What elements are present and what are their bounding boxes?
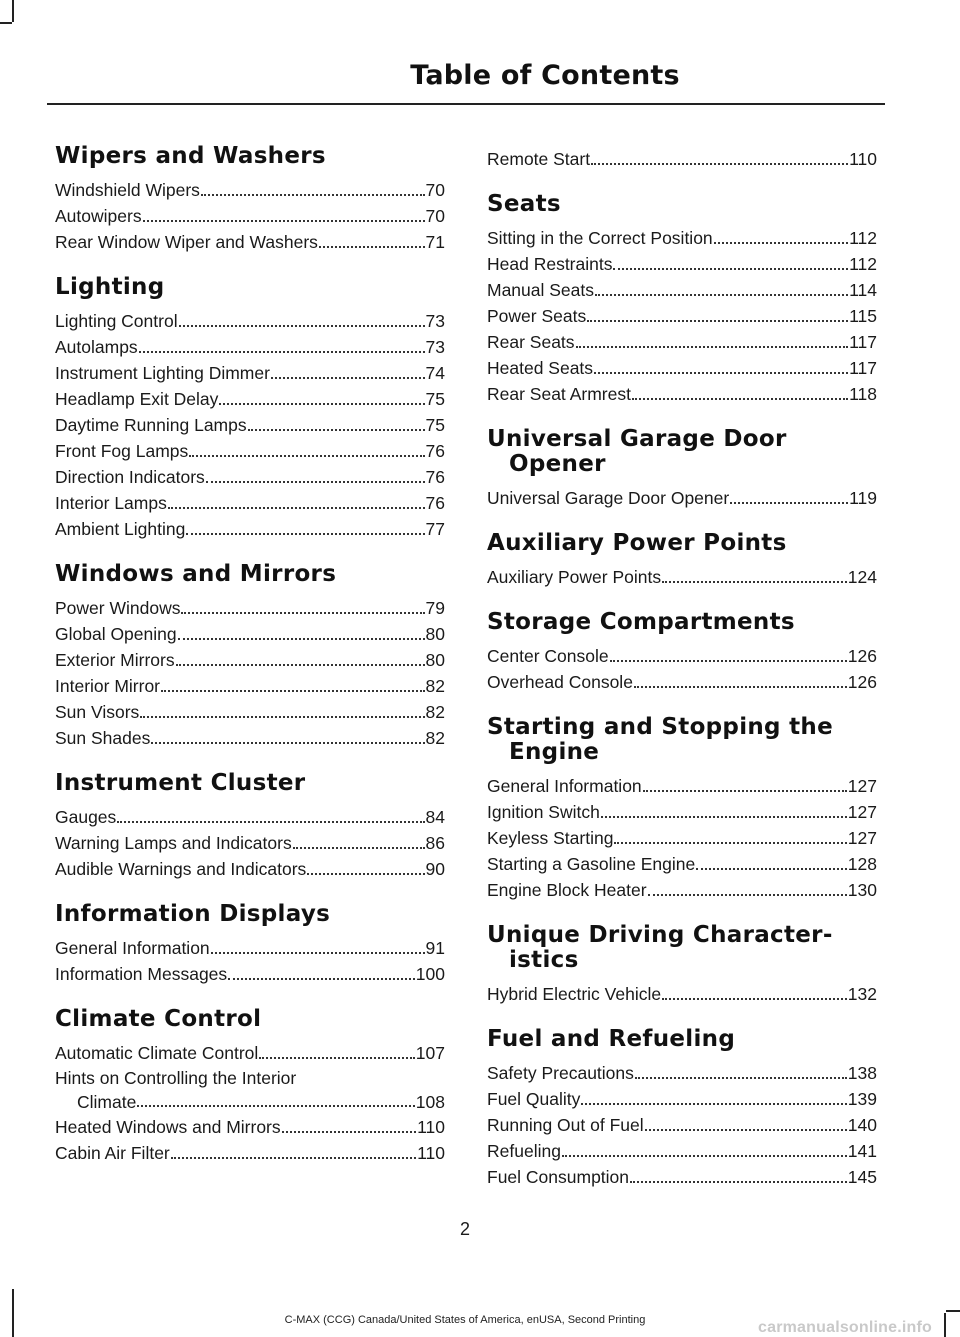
dot-leader: [594, 372, 848, 374]
toc-entry-page: 145: [847, 1167, 877, 1187]
toc-entry[interactable]: [55, 464, 445, 490]
crop-mark: [946, 1310, 960, 1312]
toc-entry-title: Gauges: [55, 807, 117, 827]
toc-entry-title: Information Messages: [55, 964, 228, 984]
edition-footer: C-MAX (CCG) Canada/United States of America, enUSA, Second Printing: [284, 1314, 646, 1326]
header-divider: [47, 103, 885, 105]
toc-entry-title: Ignition Switch: [487, 802, 600, 822]
toc-section: [55, 1007, 445, 1166]
toc-entry-page: 70: [425, 206, 445, 226]
toc-entry[interactable]: [55, 595, 445, 621]
dot-leader: [662, 581, 847, 583]
toc-entry-page: 100: [415, 964, 445, 984]
toc-entry-title: Center Console: [487, 646, 609, 666]
toc-entry-line2: [55, 1090, 445, 1114]
toc-section: [487, 146, 877, 172]
toc-entry-page: 70: [425, 180, 445, 200]
dot-leader: [635, 1077, 847, 1079]
toc-section: [487, 192, 877, 407]
toc-entry-title: Ambient Lighting: [55, 519, 186, 539]
toc-entry[interactable]: [487, 643, 877, 669]
dot-leader: [614, 842, 846, 844]
toc-entry-page: 86: [425, 833, 445, 853]
toc-entry-page: 138: [847, 1063, 877, 1083]
toc-entry[interactable]: [487, 277, 877, 303]
section-heading: Starting and Stopping the Engine: [487, 714, 833, 765]
toc-entry[interactable]: [55, 1140, 445, 1166]
toc-entry-page: 74: [425, 363, 445, 383]
toc-section: [55, 144, 445, 255]
toc-section: [487, 427, 877, 511]
dot-leader: [730, 502, 848, 504]
dot-leader: [140, 716, 424, 718]
toc-entry-page: 126: [847, 646, 877, 666]
dot-leader: [293, 847, 425, 849]
dot-leader: [137, 1105, 414, 1107]
toc-entry[interactable]: [487, 773, 877, 799]
toc-entry-page: 126: [847, 672, 877, 692]
toc-column-right: [487, 146, 877, 1210]
dot-leader: [601, 816, 847, 818]
toc-entry[interactable]: [487, 825, 877, 851]
toc-entry[interactable]: [55, 412, 445, 438]
toc-entry-page: 73: [425, 337, 445, 357]
toc-entry-page: 80: [425, 624, 445, 644]
toc-entry[interactable]: [55, 308, 445, 334]
toc-section: [55, 902, 445, 987]
toc-entry[interactable]: [55, 856, 445, 882]
toc-entry-title: Heated Seats: [487, 358, 594, 378]
toc-entry[interactable]: [487, 225, 877, 251]
dot-leader: [206, 481, 425, 483]
toc-entry[interactable]: [487, 669, 877, 695]
toc-entry[interactable]: [55, 699, 445, 725]
toc-entry-page: 77: [425, 519, 445, 539]
toc-entry[interactable]: [487, 877, 877, 903]
toc-entry[interactable]: [55, 1114, 445, 1140]
section-heading: Climate Control: [55, 1006, 262, 1032]
toc-entry-page: 110: [849, 149, 877, 169]
toc-entry-page: 82: [425, 702, 445, 722]
dot-leader: [186, 533, 424, 535]
toc-entry[interactable]: [55, 1040, 445, 1066]
toc-entry[interactable]: [55, 830, 445, 856]
dot-leader: [282, 1131, 416, 1133]
toc-section: [487, 923, 877, 1007]
toc-section: [487, 715, 877, 903]
dot-leader: [587, 320, 848, 322]
crop-mark: [12, 0, 14, 22]
watermark: carmanualsonline.info: [758, 1319, 933, 1336]
toc-entry-page: 76: [425, 493, 445, 513]
toc-entry-page: 139: [847, 1089, 877, 1109]
dot-leader: [179, 325, 425, 327]
toc-entry-title: Hybrid Electric Vehicle: [487, 984, 662, 1004]
dot-leader: [219, 403, 424, 405]
toc-entry-title: Universal Garage Door Opener: [487, 488, 730, 508]
toc-section: [55, 562, 445, 751]
toc-entry-page: 114: [849, 280, 877, 300]
dot-leader: [248, 429, 425, 431]
toc-entry-title: Keyless Starting: [487, 828, 614, 848]
toc-entry-page: 107: [415, 1043, 445, 1063]
toc-entry[interactable]: [55, 203, 445, 229]
toc-column-left: [55, 144, 445, 1186]
toc-entry[interactable]: [487, 303, 877, 329]
dot-leader: [161, 690, 425, 692]
toc-entry[interactable]: [55, 516, 445, 542]
dot-leader: [610, 660, 847, 662]
dot-leader: [151, 742, 424, 744]
toc-entry[interactable]: [55, 621, 445, 647]
toc-entry[interactable]: [487, 1138, 877, 1164]
toc-entry-title: Power Seats: [487, 306, 587, 326]
toc-entry[interactable]: [55, 804, 445, 830]
section-heading: Auxiliary Power Points: [487, 530, 787, 556]
dot-leader: [634, 686, 847, 688]
toc-entry-title: Fuel Quality: [487, 1089, 581, 1109]
toc-entry-page: 73: [425, 311, 445, 331]
section-heading: Wipers and Washers: [55, 143, 326, 169]
toc-entry-title: Sun Shades: [55, 728, 151, 748]
toc-entry-title: Autolamps: [55, 337, 138, 357]
toc-entry[interactable]: [55, 334, 445, 360]
toc-entry-page: 76: [425, 441, 445, 461]
toc-entry-title: Exterior Mirrors: [55, 650, 175, 670]
toc-entry-title: General Information: [55, 938, 210, 958]
toc-entry-title: Daytime Running Lamps: [55, 415, 247, 435]
dot-leader: [228, 978, 415, 980]
toc-entry-page: 84: [425, 807, 445, 827]
toc-entry[interactable]: [55, 360, 445, 386]
section-heading: Instrument Cluster: [55, 770, 306, 796]
toc-section: [487, 610, 877, 695]
toc-entry[interactable]: [55, 438, 445, 464]
toc-entry-page: 110: [417, 1117, 445, 1137]
page-number: 2: [459, 1219, 470, 1239]
toc-entry[interactable]: [55, 386, 445, 412]
toc-entry[interactable]: [55, 1066, 445, 1114]
toc-entry-title: Global Opening: [55, 624, 177, 644]
dot-leader: [117, 821, 424, 823]
dot-leader: [562, 1155, 847, 1157]
toc-entry-page: 118: [849, 384, 877, 404]
toc-entry-page: 112: [849, 228, 877, 248]
toc-entry-page: 117: [849, 358, 877, 378]
toc-entry-page: 128: [847, 854, 877, 874]
section-heading: Unique Driving Character-istics: [487, 922, 833, 973]
toc-entry[interactable]: [487, 381, 877, 407]
dot-leader: [630, 1181, 847, 1183]
toc-entry[interactable]: [55, 229, 445, 255]
dot-leader: [319, 246, 425, 248]
section-heading: Information Displays: [55, 901, 331, 927]
toc-entry-title: Refueling: [487, 1141, 561, 1161]
toc-entry[interactable]: [487, 329, 877, 355]
toc-entry-title: Power Windows: [55, 598, 181, 618]
dot-leader: [211, 952, 425, 954]
toc-entry-page: 130: [847, 880, 877, 900]
toc-entry-page: 75: [425, 415, 445, 435]
toc-entry-page: 76: [425, 467, 445, 487]
section-heading: Windows and Mirrors: [55, 561, 337, 587]
toc-entry-title: Sitting in the Correct Position: [487, 228, 713, 248]
toc-entry-page: 91: [425, 938, 445, 958]
toc-entry-title: Heated Windows and Mirrors: [55, 1117, 281, 1137]
toc-section: [487, 531, 877, 590]
dot-leader: [662, 998, 847, 1000]
toc-entry-wrap: [55, 1066, 445, 1114]
toc-entry-title: Instrument Lighting Dimmer: [55, 363, 270, 383]
toc-entry-title: Manual Seats: [487, 280, 595, 300]
toc-entry-page: 71: [425, 232, 445, 252]
dot-leader: [581, 1103, 846, 1105]
toc-entry[interactable]: [487, 1112, 877, 1138]
dot-leader: [139, 351, 425, 353]
toc-entry-page: 80: [425, 650, 445, 670]
toc-entry-page: 141: [847, 1141, 877, 1161]
crop-mark: [12, 1289, 14, 1337]
toc-entry[interactable]: [487, 799, 877, 825]
toc-entry-page: 82: [425, 676, 445, 696]
dot-leader: [176, 664, 425, 666]
toc-entry-page: 132: [847, 984, 877, 1004]
section-heading: Fuel and Refueling: [487, 1026, 736, 1052]
toc-entry-title: Head Restraints: [487, 254, 613, 274]
dot-leader: [168, 507, 425, 509]
toc-entry-title: Rear Seat Armrest: [487, 384, 631, 404]
dot-leader: [648, 894, 847, 896]
dot-leader: [696, 868, 847, 870]
toc-entry[interactable]: [55, 961, 445, 987]
dot-leader: [271, 377, 425, 379]
toc-section: [55, 275, 445, 542]
toc-entry-title: Front Fog Lamps: [55, 441, 189, 461]
toc-entry-title: Running Out of Fuel: [487, 1115, 644, 1135]
toc-entry-title-continued: Climate: [77, 1092, 137, 1112]
dot-leader: [171, 1157, 416, 1159]
dot-leader: [632, 398, 848, 400]
toc-entry-title: Windshield Wipers: [55, 180, 200, 200]
toc-entry-title: Direction Indicators: [55, 467, 205, 487]
toc-entry-title: Hints on Controlling the Interior: [55, 1068, 297, 1088]
section-heading: Storage Compartments: [487, 609, 795, 635]
toc-entry-page: 82: [425, 728, 445, 748]
dot-leader: [259, 1057, 415, 1059]
toc-entry-page: 79: [425, 598, 445, 618]
toc-entry[interactable]: [487, 1086, 877, 1112]
toc-entry-title: Audible Warnings and Indicators: [55, 859, 307, 879]
toc-entry[interactable]: [487, 355, 877, 381]
toc-section: [55, 771, 445, 882]
page-title: Table of Contents: [410, 60, 680, 91]
toc-entry[interactable]: [55, 673, 445, 699]
dot-leader: [591, 163, 848, 165]
toc-section: [487, 1027, 877, 1190]
dot-leader: [178, 638, 425, 640]
dot-leader: [714, 242, 848, 244]
section-heading: Universal Garage Door Opener: [487, 426, 787, 477]
dot-leader: [613, 268, 848, 270]
toc-entry-title: Auxiliary Power Points: [487, 567, 662, 587]
toc-entry-page: 140: [847, 1115, 877, 1135]
dot-leader: [143, 220, 425, 222]
toc-entry-page: 75: [425, 389, 445, 409]
dot-leader: [576, 346, 849, 348]
toc-entry-title: Interior Lamps: [55, 493, 167, 513]
toc-entry[interactable]: [55, 725, 445, 751]
toc-entry-title: Fuel Consumption: [487, 1167, 630, 1187]
toc-entry-title: Cabin Air Filter: [55, 1143, 170, 1163]
toc-entry[interactable]: [55, 177, 445, 203]
toc-entry-title: Remote Start: [487, 149, 591, 169]
toc-entry[interactable]: [487, 485, 877, 511]
dot-leader: [595, 294, 848, 296]
toc-entry-title: Lighting Control: [55, 311, 178, 331]
toc-entry-page: 127: [847, 802, 877, 822]
dot-leader: [201, 194, 425, 196]
toc-entry[interactable]: [487, 564, 877, 590]
toc-entry-page: 119: [849, 488, 877, 508]
dot-leader: [307, 873, 424, 875]
toc-entry-title: Rear Seats: [487, 332, 575, 352]
toc-entry-page: 117: [849, 332, 877, 352]
toc-entry-page: 127: [847, 828, 877, 848]
crop-mark: [0, 22, 12, 24]
toc-entry[interactable]: [487, 981, 877, 1007]
dot-leader: [189, 455, 424, 457]
toc-entry[interactable]: [487, 1060, 877, 1086]
toc-entry-page: 90: [425, 859, 445, 879]
dot-leader: [643, 790, 847, 792]
section-heading: Seats: [487, 191, 561, 217]
toc-entry[interactable]: [55, 490, 445, 516]
dot-leader: [181, 612, 424, 614]
toc-entry-title: Automatic Climate Control: [55, 1043, 259, 1063]
toc-entry-title: Rear Window Wiper and Washers: [55, 232, 318, 252]
toc-entry[interactable]: [487, 851, 877, 877]
toc-entry-title: Warning Lamps and Indicators: [55, 833, 292, 853]
toc-entry-title: Overhead Console: [487, 672, 633, 692]
toc-entry-title: Safety Precautions: [487, 1063, 634, 1083]
toc-entry-title: Engine Block Heater: [487, 880, 647, 900]
dot-leader: [645, 1129, 847, 1131]
toc-entry-title: Autowipers: [55, 206, 142, 226]
toc-entry-page: 108: [415, 1092, 445, 1112]
toc-entry[interactable]: [55, 647, 445, 673]
toc-entry-page: 127: [847, 776, 877, 796]
toc-entry-page: 112: [849, 254, 877, 274]
toc-entry-title: Starting a Gasoline Engine: [487, 854, 696, 874]
toc-entry-page: 115: [849, 306, 877, 326]
toc-entry-title: General Information: [487, 776, 642, 796]
toc-entry-title: Interior Mirror: [55, 676, 161, 696]
section-heading: Lighting: [55, 274, 165, 300]
toc-entry-page: 110: [417, 1143, 445, 1163]
toc-entry[interactable]: [487, 1164, 877, 1190]
toc-entry[interactable]: [55, 935, 445, 961]
toc-entry-title: Headlamp Exit Delay: [55, 389, 219, 409]
toc-entry[interactable]: [487, 146, 877, 172]
toc-entry-page: 124: [847, 567, 877, 587]
toc-entry[interactable]: [487, 251, 877, 277]
toc-entry-title: Sun Visors: [55, 702, 140, 722]
crop-mark: [944, 1313, 946, 1337]
